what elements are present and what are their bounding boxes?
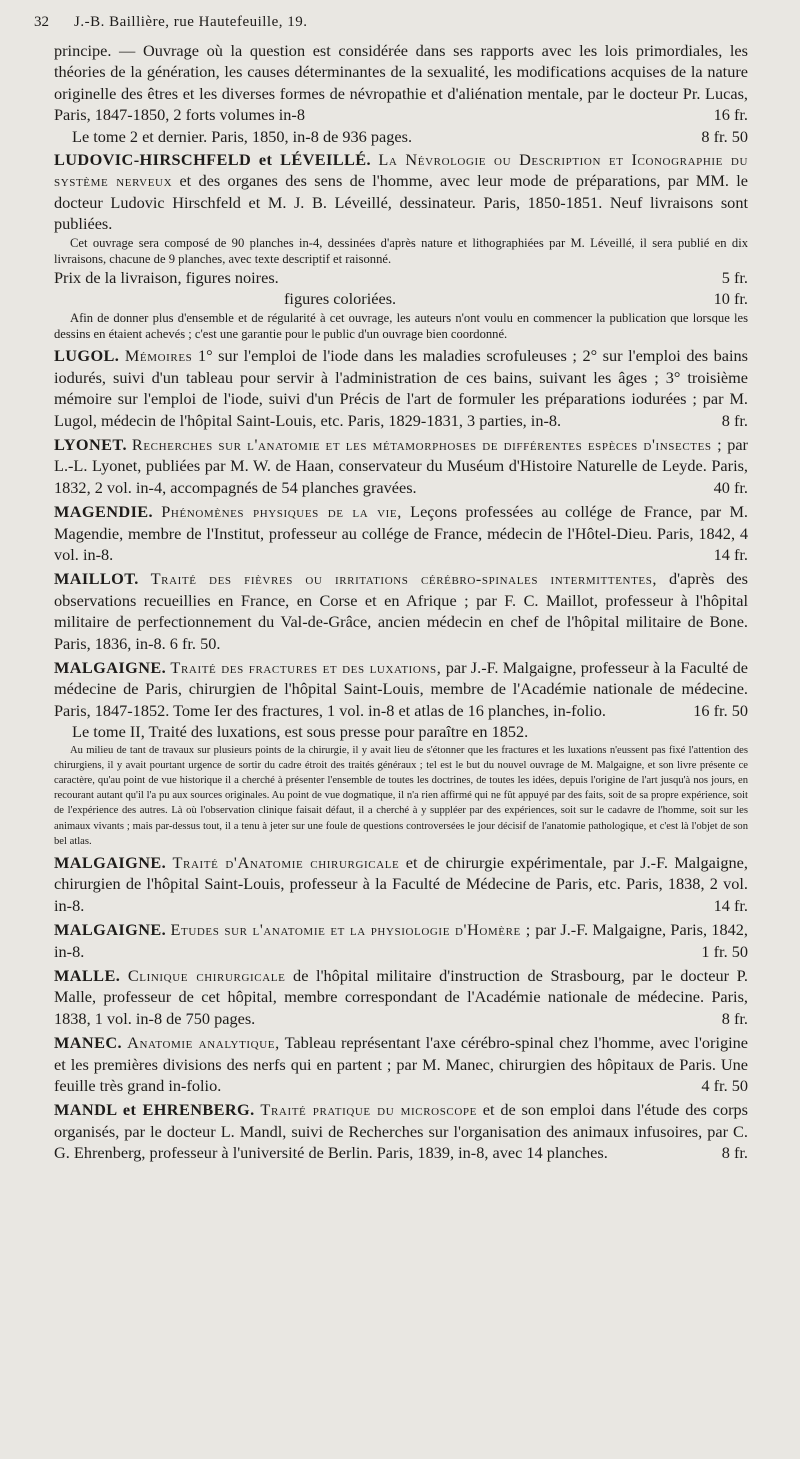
entry-magendie (54, 501, 748, 565)
entry-title: Traité d'Anatomie chirurgicale (172, 853, 400, 873)
entry-heading: LUGOL. (54, 346, 120, 366)
entry-price: 8 fr. (721, 410, 748, 430)
entry-price: 8 fr. (721, 1143, 748, 1163)
entry-price: 16 fr. (713, 105, 748, 125)
entry-price: 16 fr. 50 (693, 700, 748, 720)
entry-mandl-ehrenberg (54, 1099, 748, 1163)
entry-heading: MAGENDIE. (54, 502, 154, 522)
entry-lucas (54, 40, 748, 147)
entry-heading: MALGAIGNE. (54, 853, 167, 873)
entry-title: Mémoires (124, 346, 193, 366)
entry-title: Phénomènes physiques de la vie, (161, 502, 402, 522)
entry-malgaigne-etudes (54, 919, 748, 962)
entry-title: Traité des fractures et des luxations, (170, 657, 442, 677)
entry-malgaigne-anatomie (54, 852, 748, 916)
entry-title: Anatomie analytique, (127, 1033, 280, 1053)
page-number: 32 (34, 14, 49, 30)
entry-heading: LUDOVIC-HIRSCHFELD et LÉVEILLÉ. (54, 150, 372, 170)
entry-text: par J.-F. Malgaigne, Paris, 1842, in-8. (54, 920, 749, 961)
entry-extra: Le tome II, Traité des luxations, est sous presse pour paraître en 1852. (72, 722, 529, 742)
entry-heading: MALGAIGNE. (54, 920, 167, 940)
price-label-noires: Prix de la livraison, figures noires. (54, 268, 279, 288)
entry-lugol (54, 345, 748, 431)
entry-maillot (54, 568, 748, 654)
entry-heading: MANEC. (54, 1033, 122, 1053)
entry-title: Traité des fièvres ou irritations cérébro-spinales intermittentes, (150, 569, 658, 589)
entry-note: Cet ouvrage sera composé de 90 planches in-4, dessinées d'après nature et lithographiées par M. Léveillé, il sera publié en dix livraisons, chacune de 9 planches, avec texte descriptif et raisonné. (54, 235, 748, 266)
entry-heading: MALGAIGNE. (54, 657, 167, 677)
entry-text: par J.-F. Malgaigne, professeur à la Faculté de médecine de Paris, chirurgien de l'hôpital Saint-Louis, membre de l'Académie nationale de médecine. Paris, 1847-1852. Tome Ier des fractures, 1 vol. in-8 et atlas de 16 planches, in-folio. (54, 657, 749, 720)
entry-price: 8 fr. (721, 1008, 748, 1028)
entry-malgaigne-fractures (54, 657, 748, 849)
entry-text: et de chirurgie expérimentale, par J.-F. Malgaigne, chirurgien de l'hôpital Saint-Louis, professeur à la Faculté de Médecine de Paris, etc. Paris, 1838, 2 vol. in-8. (54, 853, 748, 915)
entry-text: d'après des observations recueillies en France, en Corse et en Afrique ; par F. C. Maillot, professeur à l'hôpital militaire de perfectionnement du Val-de-Grâce, ancien médecin en chef de l'hôpital militaire de Bone. Paris, 1836, in-8. (54, 569, 748, 653)
entry-text: Tableau représentant l'axe cérébro-spinal chez l'homme, avec l'origine et les premières divisions des nerfs qui en partent ; par M. Manec, chirurgien des hôpitaux de Paris. Une feuille très grand in-folio. (54, 1033, 748, 1096)
entry-title: Traité pratique du microscope (260, 1100, 477, 1120)
entry-note: Au milieu de tant de travaux sur plusieurs points de la chirurgie, il y avait lieu de s'étonner que les fractures et les luxations n'eussent pas fixé l'attention des chirurgiens, il y avait pourtant urgence de sortir du cadre étroit des traités généraux ; tel est le but du nouvel ouvrage de M. Malgaigne, et son livre présente ce caractère, qu'au point de vue historique il a cherché à présenter l'ensemble de toutes les doctrines, de toutes les idées, depuis l'origine de l'art jusqu'à nos jours, en recourant autant qu'il l'a pu aux sources originales. Au point de vue dogmatique, il n'a rien affirmé qui ne fût appuyé par des faits, soit de sa propre expérience, soit de l'expérience des autres. Là où l'observation clinique faisait défaut, il a cherché à y suppléer par des expériences, soit sur le cadavre de l'homme, soit sur les animaux vivants ; mais par-dessus tout, il a tenu à jeter sur une foule de questions controversées le jour décisif de l'anatomie pathologique, et c'est là l'objet de son bel atlas. (54, 744, 748, 847)
price-label-coloriees: figures coloriées. (284, 289, 397, 309)
publisher-line: J.-B. Baillière, rue Hautefeuille, 19. (74, 14, 308, 30)
entry-price: 40 fr. (713, 477, 748, 497)
entry-text: Leçons professées au collége de France, par M. Magendie, membre de l'Institut, professeur au collége de France, médecin de l'Hôtel-Dieu. Paris, 1842, 4 vol. in-8. (54, 502, 748, 564)
page-header (34, 14, 748, 40)
entry-price: 1 fr. 50 (701, 941, 748, 961)
entry-text: et des organes des sens de l'homme, avec leur mode de préparations, par MM. le docteur Ludovic Hirschfeld et M. J. B. Léveillé, dessinateur. Paris, 1850-1851. Neuf livraisons sont publiées. (54, 171, 748, 234)
entry-title: Clinique chirurgicale (127, 966, 286, 986)
entry-text: et de son emploi dans l'étude des corps organisés, par le docteur L. Mandl, suivi de Recherches sur l'organisation des animaux infusoires, par C. G. Ehrenberg, professeur à l'université de Berlin. Paris, 1839, in-8, avec 14 planches. (54, 1100, 748, 1163)
entry-text: 1° sur l'emploi de l'iode dans les maladies scrofuleuses ; 2° sur l'emploi des bains iodurés, suivi d'un tableau pour servir à l'administration de ces bains, suivant les âges ; 3° troisième mémoire sur l'emploi de l'iode, suivi d'un Précis de l'art de formuler les préparations iodurées ; par M. Lugol, médecin de l'hôpital Saint-Louis, etc. Paris, 1829-1831, 3 parties, in-8. (54, 346, 748, 430)
entry-price: 14 fr. (713, 895, 748, 915)
entry-text: principe. — Ouvrage où la question est considérée dans ses rapports avec les lois primordiales, les théories de la génération, les causes déterminantes de la sexualité, les modifications acquises de la nature originelle des êtres et les diverses formes de névropathie et d'aliénation mentale, par le docteur Pr. Lucas, Paris, 1847-1850, 2 forts volumes in-8 (54, 41, 748, 125)
price-coloriees: 10 fr. (713, 289, 748, 309)
entry-title: Recherches sur l'anatomie et les métamorphoses de différentes espèces d'insectes ; (131, 434, 723, 454)
entry-text: par L.-L. Lyonet, publiées par M. W. de Haan, conservateur du Muséum d'Histoire Naturelle de Leyde. Paris, 1832, 2 vol. in-4, accompagnés de 54 planches gravées. (54, 434, 748, 497)
entry-price: 4 fr. 50 (701, 1076, 748, 1096)
entry-note-2: Afin de donner plus d'ensemble et de régularité à cet ouvrage, les auteurs n'ont voulu en commencer la publication que lorsque les dessins en étaient achevés ; c'est une garantie pour le public d'un ouvrage bien coordonné. (54, 310, 748, 342)
price-noires: 5 fr. (721, 268, 748, 288)
entry-heading: MANDL et EHRENBERG. (54, 1100, 255, 1120)
entry-extra: Le tome 2 et dernier. Paris, 1850, in-8 de 936 pages. (72, 126, 413, 146)
entry-malle (54, 965, 748, 1029)
entry-heading: MAILLOT. (54, 569, 139, 589)
entry-price: 6 fr. 50. (169, 633, 221, 653)
entry-extra-price: 8 fr. 50 (701, 126, 748, 146)
entry-price: 14 fr. (713, 544, 748, 564)
entry-manec (54, 1032, 748, 1096)
entry-title: La Névrologie ou Description et Iconographie du système nerveux (54, 150, 748, 191)
entry-heading: MALLE. (54, 966, 121, 986)
entry-lyonet (54, 434, 748, 498)
entry-text: de l'hôpital militaire d'instruction de Strasbourg, par le docteur P. Malle, professeur de cet hôpital, membre correspondant de l'Académie nationale de médecine. Paris, 1838, 1 vol. in-8 de 750 pages. (54, 966, 748, 1028)
entry-heading: LYONET. (54, 434, 127, 454)
entry-title: Etudes sur l'anatomie et la physiologie d'Homère ; (170, 920, 531, 940)
entry-ludovic-hirschfeld (54, 149, 748, 342)
